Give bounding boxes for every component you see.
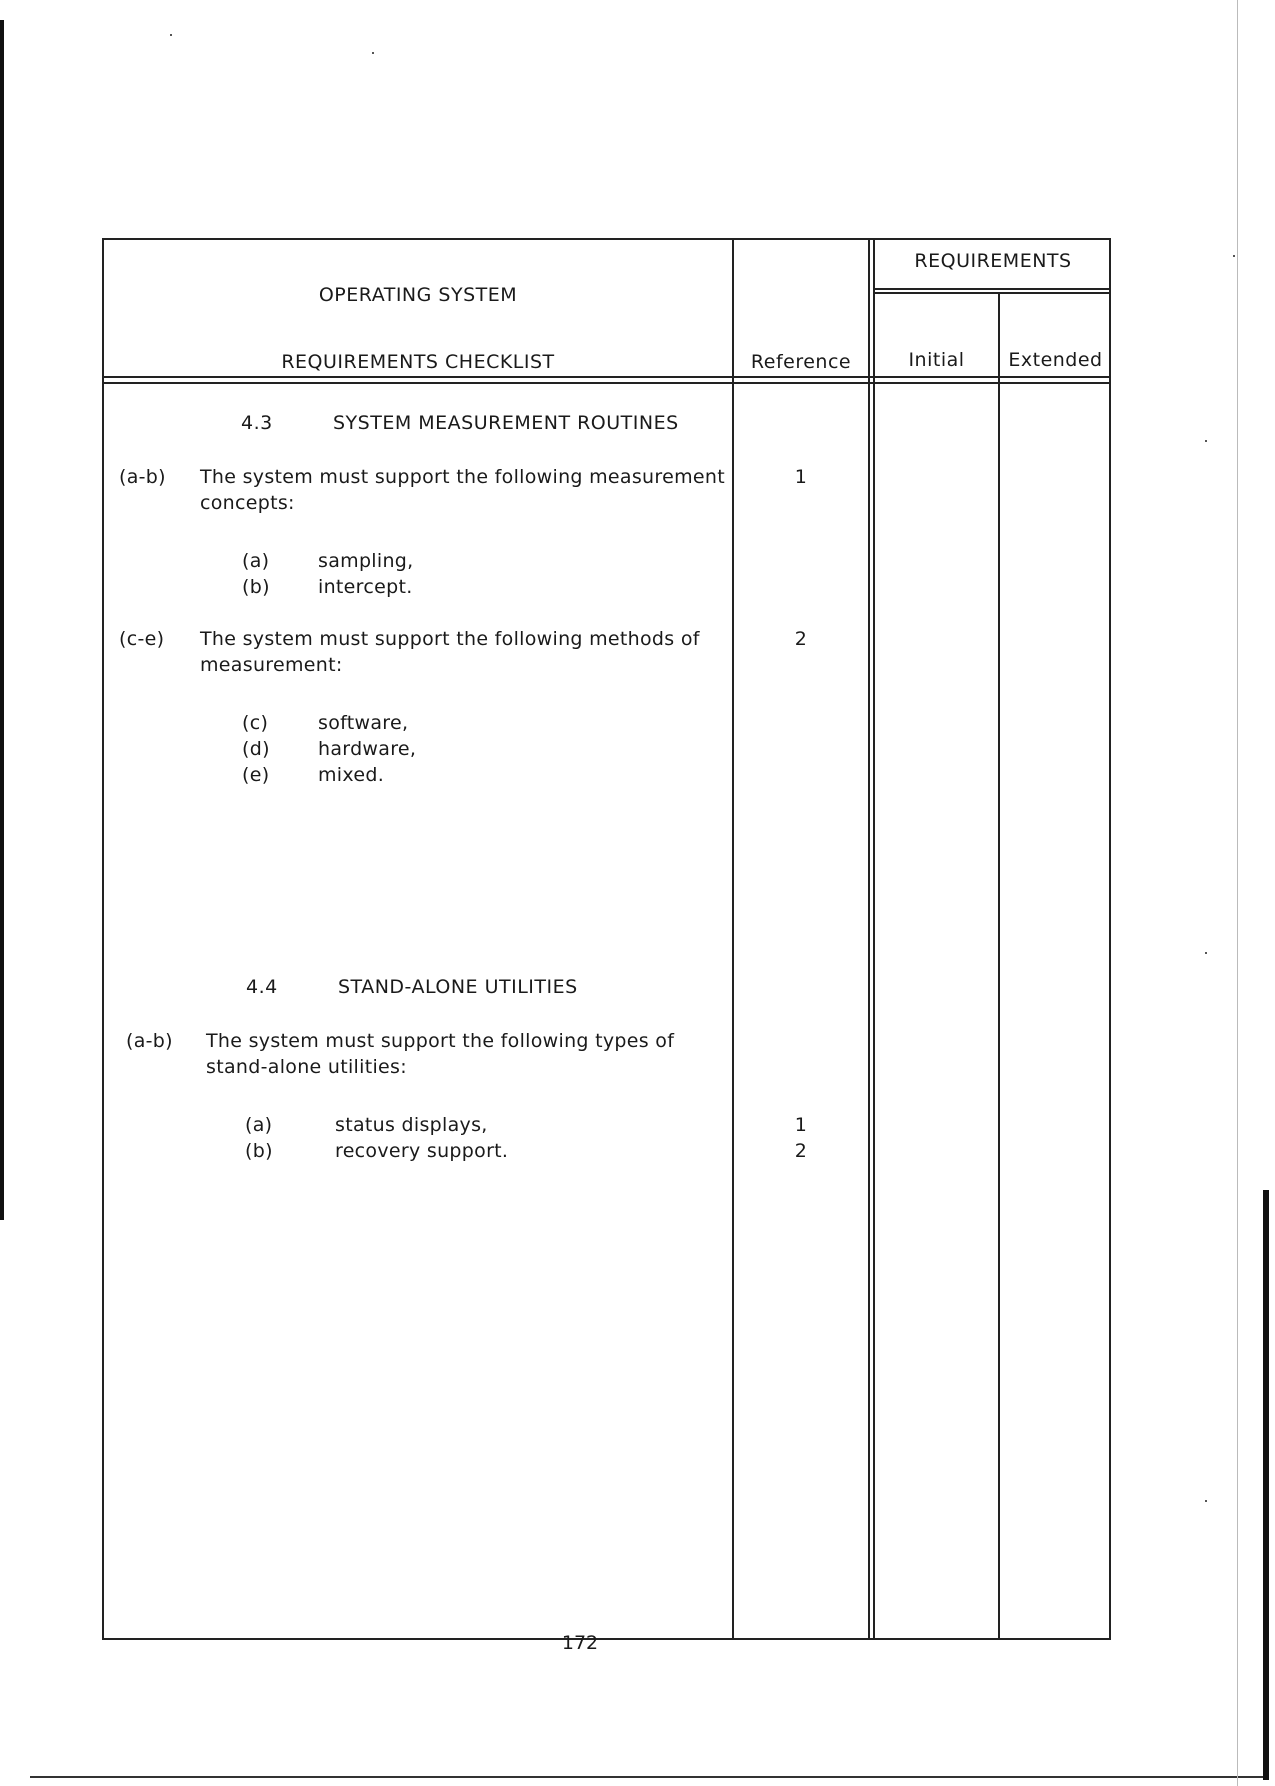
scan-speck (1205, 952, 1207, 954)
subitem-text: mixed. (318, 764, 385, 786)
scan-edge-bottom (30, 1776, 1263, 1778)
subitem-label: (a) (242, 550, 270, 572)
scan-speck (1205, 1500, 1207, 1502)
item-c-e-text-1: The system must support the following methods of (200, 628, 700, 650)
subitem-text: intercept. (318, 576, 413, 598)
subitem-text: recovery support. (335, 1140, 509, 1162)
reference-header: Reference (750, 351, 852, 373)
subitem-text: sampling, (318, 550, 414, 572)
requirements-header-rule (873, 288, 1109, 290)
checklist-form (102, 238, 1111, 1640)
item-a-b-text-1: The system must support the following types of (206, 1030, 675, 1052)
scan-edge-left (0, 20, 4, 1220)
requirements-header-rule-b (873, 292, 1109, 294)
section-4-3-number: 4.3 (241, 412, 273, 434)
title-line-1: OPERATING SYSTEM (318, 284, 518, 306)
item-a-b-label: (a-b) (119, 466, 166, 488)
section-4-4-title: STAND-ALONE UTILITIES (338, 976, 578, 998)
page-number: 172 (561, 1632, 599, 1654)
requirements-header: REQUIREMENTS (914, 250, 1072, 272)
item-a-b-reference: 1 (794, 466, 808, 488)
subitem-text: status displays, (335, 1114, 488, 1136)
scan-edge-right (1263, 1190, 1269, 1780)
item-a-b-label: (a-b) (126, 1030, 173, 1052)
subitem-label: (b) (245, 1140, 273, 1162)
section-4-3-title: SYSTEM MEASUREMENT ROUTINES (333, 412, 679, 434)
divider-reference-requirements-b (873, 240, 875, 1638)
item-a-b-text-2: stand-alone utilities: (206, 1056, 407, 1078)
divider-checklist-reference (732, 240, 734, 1638)
header-rule-b (104, 382, 1109, 384)
subitem-label: (e) (242, 764, 270, 786)
item-c-e-text-2: measurement: (200, 654, 343, 676)
subitem-label: (d) (242, 738, 270, 760)
title-line-2: REQUIREMENTS CHECKLIST (281, 351, 555, 373)
extended-header: Extended (1008, 349, 1103, 371)
item-a-b-text-2: concepts: (200, 492, 295, 514)
initial-header: Initial (908, 349, 965, 371)
scan-speck (372, 52, 374, 54)
item-a-b-text-1: The system must support the following measurement (200, 466, 725, 488)
scan-frame-line (1237, 0, 1238, 1786)
subitem-label: (c) (242, 712, 269, 734)
item-c-e-label: (c-e) (119, 628, 165, 650)
subitem-reference: 1 (794, 1114, 808, 1136)
item-c-e-reference: 2 (794, 628, 808, 650)
header-rule (104, 376, 1109, 378)
divider-initial-extended (998, 292, 1000, 1638)
subitem-reference: 2 (794, 1140, 808, 1162)
subitem-text: software, (318, 712, 409, 734)
scan-speck (170, 34, 172, 36)
subitem-label: (a) (245, 1114, 273, 1136)
subitem-text: hardware, (318, 738, 417, 760)
divider-reference-requirements-a (868, 240, 870, 1638)
subitem-label: (b) (242, 576, 270, 598)
scan-speck (1233, 255, 1235, 257)
scan-speck (1205, 440, 1207, 442)
section-4-4-number: 4.4 (246, 976, 278, 998)
